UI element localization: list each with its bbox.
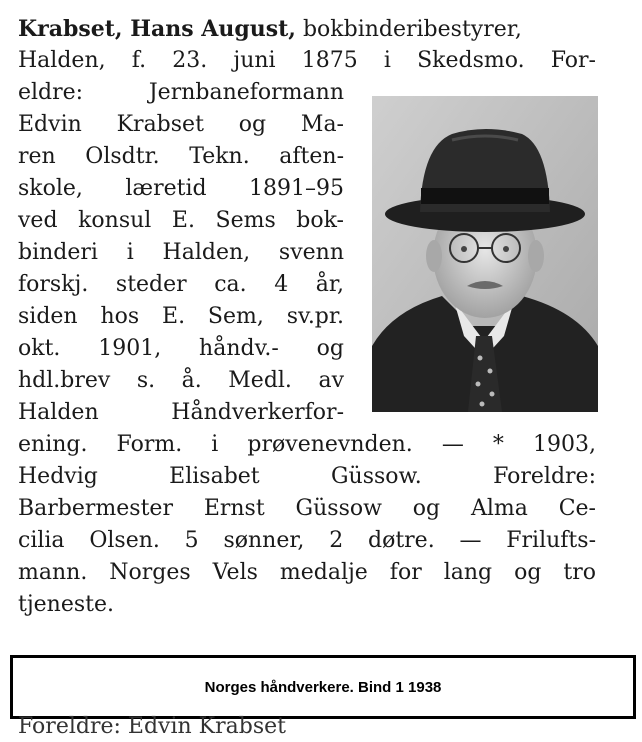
caption-box bbox=[10, 655, 636, 719]
entry-line-1: bokbinderibestyrer, bbox=[295, 17, 522, 42]
entry-line-18: mann. Norges Vels medalje for lang og tro bbox=[18, 560, 596, 585]
entry-line-19: tjeneste. bbox=[18, 592, 115, 617]
entry-line-11: okt. 1901, håndv.- og bbox=[18, 336, 344, 361]
entry-line-8: binderi i Halden, svenn bbox=[18, 240, 344, 265]
entry-line-7: ved konsul E. Sems bok- bbox=[18, 208, 344, 233]
entry-line-14: ening. Form. i prøvenevnden. — * 1903, bbox=[18, 432, 596, 457]
entry-first-line bbox=[18, 14, 596, 45]
portrait-photo bbox=[372, 96, 598, 412]
caption-text: Norges håndverkere. Bind 1 1938 bbox=[204, 678, 442, 696]
person-name: Krabset, Hans August, bbox=[18, 16, 296, 42]
entry-line-15: Hedvig Elisabet Güssow. Foreldre: bbox=[18, 464, 596, 489]
entry-line-13: Halden Håndverkerfor- bbox=[18, 400, 344, 425]
entry-line-6: skole, læretid 1891–95 bbox=[18, 176, 344, 201]
entry-line-12: hdl.brev s. å. Medl. av bbox=[18, 368, 344, 393]
entry-line-3: eldre: Jernbaneformann bbox=[18, 80, 344, 105]
entry-line-17: cilia Olsen. 5 sønner, 2 døtre. — Frilufts- bbox=[18, 528, 596, 553]
next-entry-fragment: Foreldre: Edvin Krabset bbox=[18, 714, 286, 739]
portrait-illustration bbox=[372, 96, 598, 412]
entry-line-5: ren Olsdtr. Tekn. aften- bbox=[18, 144, 344, 169]
entry-line-9: forskj. steder ca. 4 år, bbox=[18, 272, 344, 297]
entry-line-10: siden hos E. Sem, sv.pr. bbox=[18, 304, 344, 329]
entry-line-16: Barbermester Ernst Güssow og Alma Ce- bbox=[18, 496, 596, 521]
entry-line-4: Edvin Krabset og Ma- bbox=[18, 112, 344, 137]
entry-line-2: Halden, f. 23. juni 1875 i Skedsmo. For- bbox=[18, 48, 596, 73]
